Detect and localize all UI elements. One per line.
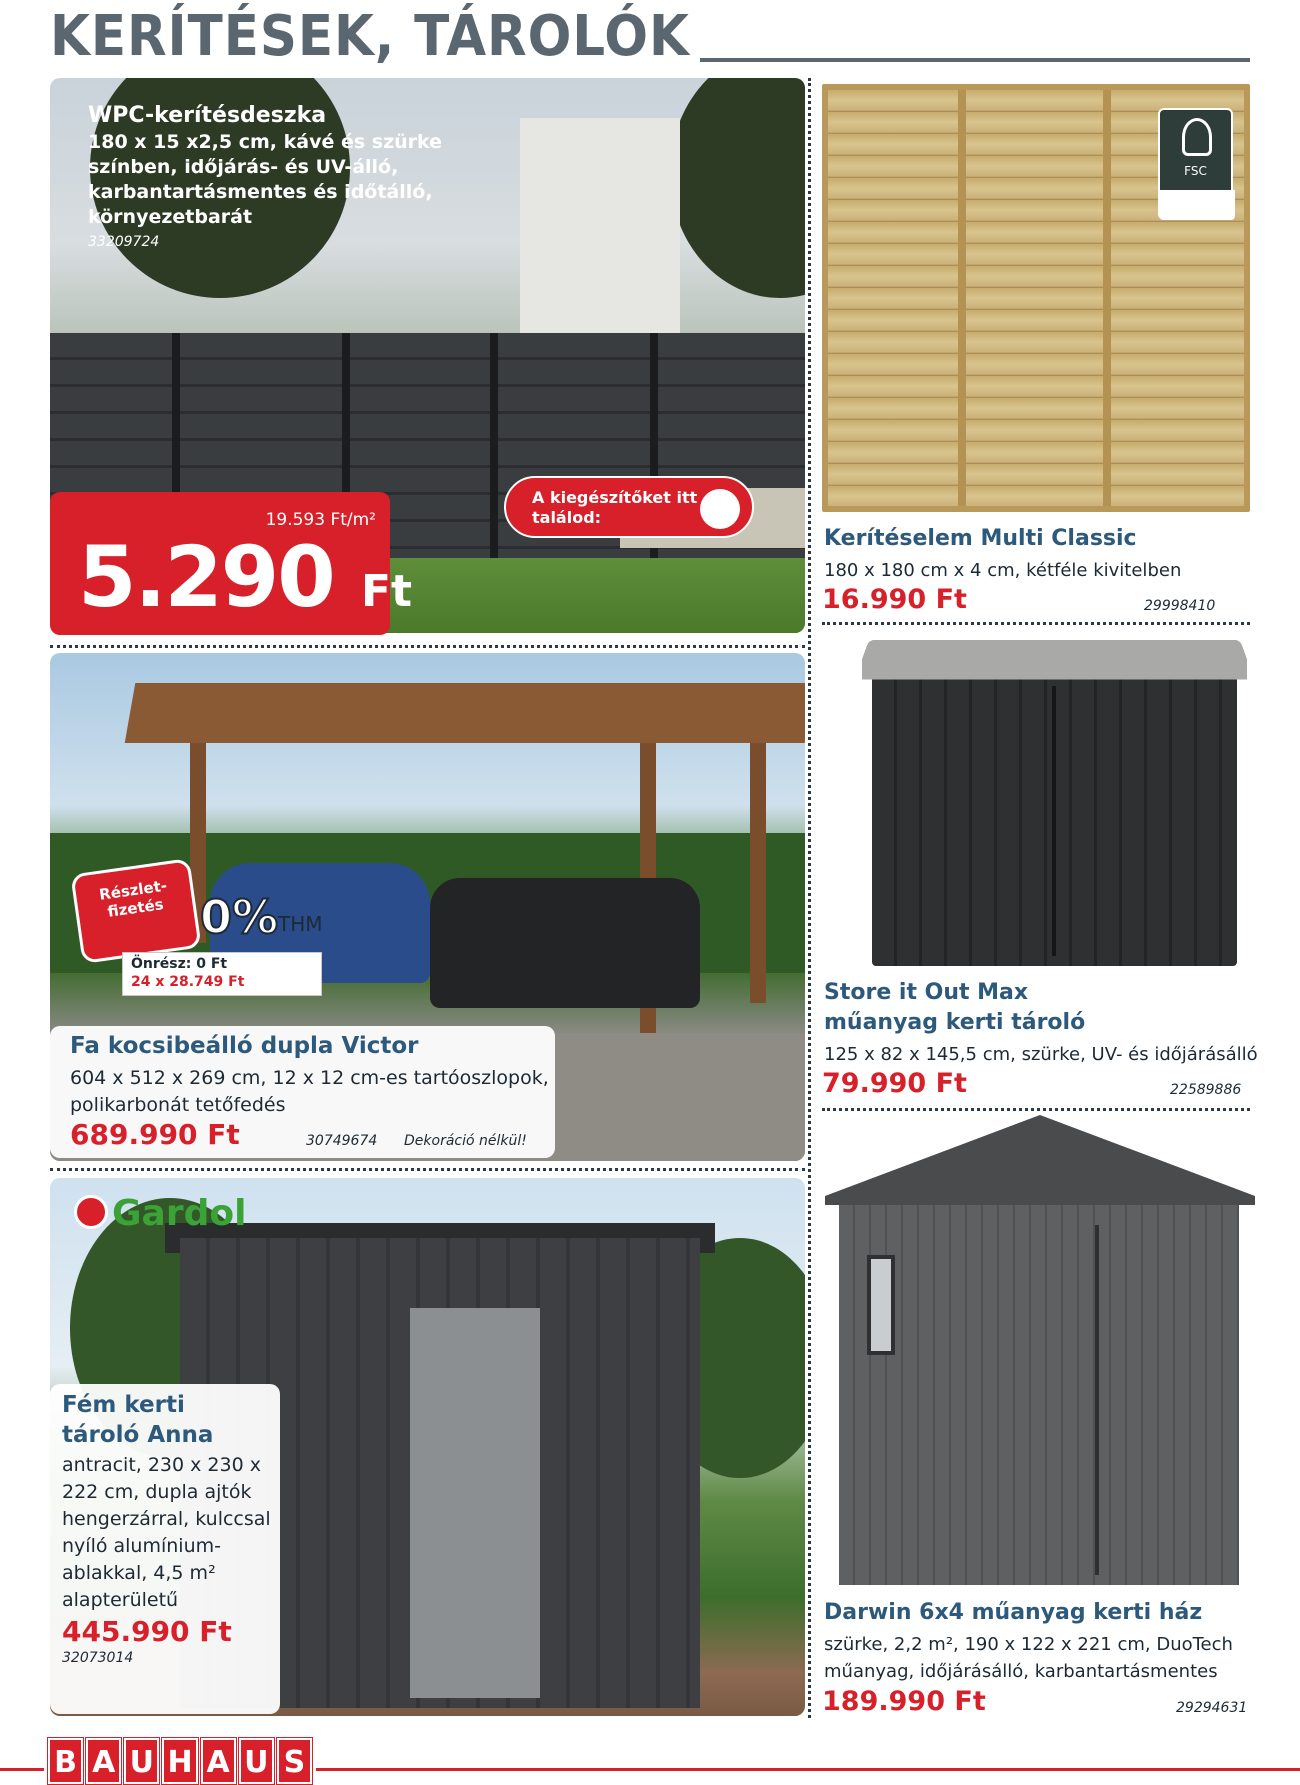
column-separator <box>808 78 811 1718</box>
price-amount: 5.290 <box>78 528 334 626</box>
installment-badge <box>70 866 330 998</box>
installment-details <box>122 952 322 996</box>
logo-letter: U <box>239 1738 274 1784</box>
thm-label: THM <box>278 912 323 936</box>
fsc-logo <box>1158 108 1233 220</box>
wpc-info <box>88 102 508 250</box>
logo-letter: S <box>277 1738 312 1784</box>
accessories-button[interactable] <box>504 476 754 538</box>
product-name: Fém kerti tároló Anna <box>62 1392 214 1448</box>
logo-letter: B <box>48 1738 83 1784</box>
bauhaus-logo <box>44 1738 316 1784</box>
product-price: 189.990 Ft <box>822 1686 986 1717</box>
product-description-line1: szürke, 2,2 m², 190 x 122 x 221 cm, DuoTech <box>824 1634 1233 1655</box>
product-name-line1: Store it Out Max <box>824 980 1029 1005</box>
plastic-shed-photo <box>825 1115 1255 1590</box>
product-name-line2: műanyag kerti tároló <box>824 1010 1086 1035</box>
row-separator-right-1 <box>822 622 1250 625</box>
product-name: Darwin 6x4 műanyag kerti ház <box>824 1600 1203 1625</box>
product-description: 180 x 15 x2,5 cm, kávé és szürke színben, időjárás- és UV-álló, karbantartásmentes és időtálló, környezetbarát <box>88 131 443 228</box>
product-description-line2: műanyag, időjárásálló, karbantartásmentes <box>824 1661 1218 1682</box>
product-sku: 32073014 <box>62 1650 134 1666</box>
product-description: 180 x 180 cm x 4 cm, kétféle kivitelben <box>824 560 1182 581</box>
installments: 24 x 28.749 Ft <box>131 974 245 990</box>
row-separator-right-2 <box>822 1108 1250 1111</box>
product-description-line1: 604 x 512 x 269 cm, 12 x 12 cm-es tartóoszlopok, <box>70 1067 549 1089</box>
logo-letter: A <box>201 1738 236 1784</box>
fsc-note <box>1160 190 1235 220</box>
row-separator-left-2 <box>50 1168 805 1171</box>
title-rule <box>700 58 1250 62</box>
unit-price: 19.593 Ft/m² <box>265 510 376 530</box>
product-price: 445.990 Ft <box>62 1615 232 1648</box>
product-name: Kerítéselem Multi Classic <box>824 526 1137 551</box>
price-currency: Ft <box>360 566 413 617</box>
product-price: 689.990 Ft <box>70 1118 240 1151</box>
logo-letter: U <box>124 1738 159 1784</box>
down-payment: Önrész: 0 Ft <box>131 956 228 972</box>
gardol-logo <box>74 1193 246 1234</box>
product-name: Fa kocsibeálló dupla Victor <box>70 1033 419 1059</box>
price-main <box>78 528 412 626</box>
logo-letter: A <box>86 1738 121 1784</box>
metal-shed-info <box>62 1390 277 1666</box>
product-sku: 22589886 <box>1170 1082 1242 1098</box>
product-sku: 29998410 <box>1144 598 1216 614</box>
gardol-leaf-icon <box>74 1195 108 1229</box>
interest-rate: 0% <box>200 890 279 944</box>
brand-name: Gardol <box>112 1193 247 1234</box>
product-description-line2: polikarbonát tetőfedés <box>70 1094 286 1116</box>
logo-letter: H <box>162 1738 197 1784</box>
product-price: 79.990 Ft <box>822 1068 967 1099</box>
product-description: 125 x 82 x 145,5 cm, szürke, UV- és időjárásálló <box>824 1044 1258 1065</box>
product-description: antracit, 230 x 230 x 222 cm, dupla ajtók hengerzárral, kulccsal nyíló alumínium-ablakkal, 4,5 m² alapterületű <box>62 1454 271 1611</box>
wpc-price-box <box>50 492 413 635</box>
qr-placeholder-icon <box>700 489 740 529</box>
row-separator-left-1 <box>50 645 805 648</box>
installment-puzzle-icon: Részlet-fizetés <box>70 858 201 964</box>
product-sku: 30749674 <box>306 1133 378 1149</box>
fsc-label: FSC <box>1184 164 1207 178</box>
storage-box-photo <box>862 636 1247 966</box>
product-name: WPC-kerítésdeszka <box>88 103 327 128</box>
fsc-tree-icon <box>1182 118 1212 156</box>
page-title: KERÍTÉSEK, TÁROLÓK <box>50 4 690 69</box>
product-price: 16.990 Ft <box>822 584 967 615</box>
accessories-label: A kiegészítőket itt találod: <box>532 488 698 527</box>
product-sku: 29294631 <box>1176 1700 1248 1716</box>
decoration-note: Dekoráció nélkül! <box>404 1133 527 1149</box>
product-sku: 33209724 <box>88 234 160 250</box>
